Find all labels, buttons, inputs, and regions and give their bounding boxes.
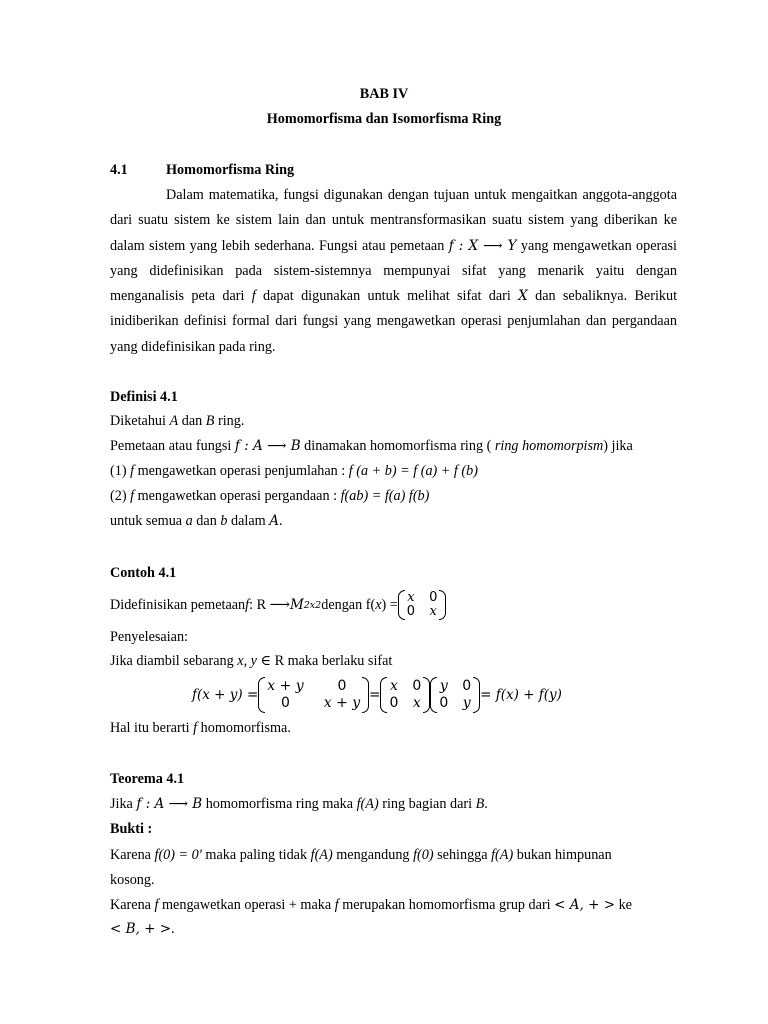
- homomorphism-equation: f(x + y) = x + y 0 0 x + y = x 0 0 x y 0 0 y = f(x) + f(y): [192, 678, 562, 711]
- intro-paragraph: [110, 183, 677, 360]
- theorem-heading: Teorema 4.1: [110, 771, 185, 787]
- matrix-y: y 0 0 y: [430, 677, 480, 713]
- intro-text: Dalam matematika, fungsi digunakan dengan tujuan untuk mengaitkan anggota-anggota dari suatu sistem ke sistem lain dan untuk mentransformasikan suatu sistem yang diberikan ke dalam sistem yang lebih sederhana. Fungsi atau pemetaan: [110, 187, 677, 254]
- matrix-definition: x 0 0 x: [398, 590, 447, 620]
- intro-text: yang mengawetkan operasi yang didefinisikan pada sistem-sistemnya mempunyai sifat yang menarik yaitu dengan menganalisis peta dari: [110, 237, 677, 305]
- proof-label: Bukti :: [110, 821, 153, 837]
- proof-line-4: < B, + >.: [110, 921, 175, 937]
- intro-map: f : X ⟶ Y: [448, 237, 517, 254]
- solution-label: Penyelesaian:: [110, 629, 189, 645]
- theorem-statement: Jika f : A ⟶ B homomorfisma ring maka f(A) ring bagian dari B.: [110, 796, 488, 812]
- definition-line-4: (2) f mengawetkan operasi pergandaan : f(ab) = f(a) f(b): [110, 488, 430, 504]
- definition-line-3: (1) f mengawetkan operasi penjumlahan : f (a + b) = f (a) + f (b): [110, 463, 478, 479]
- matrix-x: x 0 0 x: [380, 677, 430, 713]
- intro-text: dapat digunakan untuk melihat sifat dari: [255, 288, 519, 305]
- example-conclusion: Hal itu berarti f homomorfisma.: [110, 720, 291, 736]
- definition-line-5: untuk semua a dan b dalam A.: [110, 513, 283, 529]
- chapter-label: BAB IV: [359, 86, 409, 102]
- definition-line-1: Diketahui A dan B ring.: [110, 413, 245, 429]
- proof-line-2: kosong.: [110, 872, 155, 888]
- section-number: 4.1: [110, 162, 128, 178]
- intro-text: dan sebaliknya. Berikut inidiberikan definisi formal dari fungsi yang mengawetkan operasi penjumlahan dan pergandaan yang didefinisikan pada ring.: [110, 288, 678, 355]
- proof-line-1: Karena f(0) = 0′ maka paling tidak f(A) mengandung f(0) sehingga f(A) bukan himpunan: [110, 847, 612, 863]
- example-line-1: Didefinisikan pemetaan f : R ⟶ M 2x2 dengan f( x ) = x 0 0 x: [110, 590, 446, 620]
- example-heading: Contoh 4.1: [110, 565, 177, 581]
- intro-f: f: [251, 288, 256, 305]
- chapter-title: Homomorfisma dan Isomorfisma Ring: [266, 111, 502, 127]
- intro-x: X: [518, 288, 528, 305]
- example-line-2: Jika diambil sebarang x, y ∈ R maka berlaku sifat: [110, 653, 393, 669]
- definition-heading: Definisi 4.1: [110, 389, 178, 405]
- proof-line-3: Karena f mengawetkan operasi + maka f merupakan homomorfisma grup dari < A, + > ke: [110, 897, 632, 913]
- matrix-sum: x + y 0 0 x + y: [258, 677, 369, 713]
- definition-line-2: Pemetaan atau fungsi f : A ⟶ B dinamakan homomorfisma ring ( ring homomorpism) jika: [110, 438, 633, 454]
- section-title: Homomorfisma Ring: [166, 162, 295, 178]
